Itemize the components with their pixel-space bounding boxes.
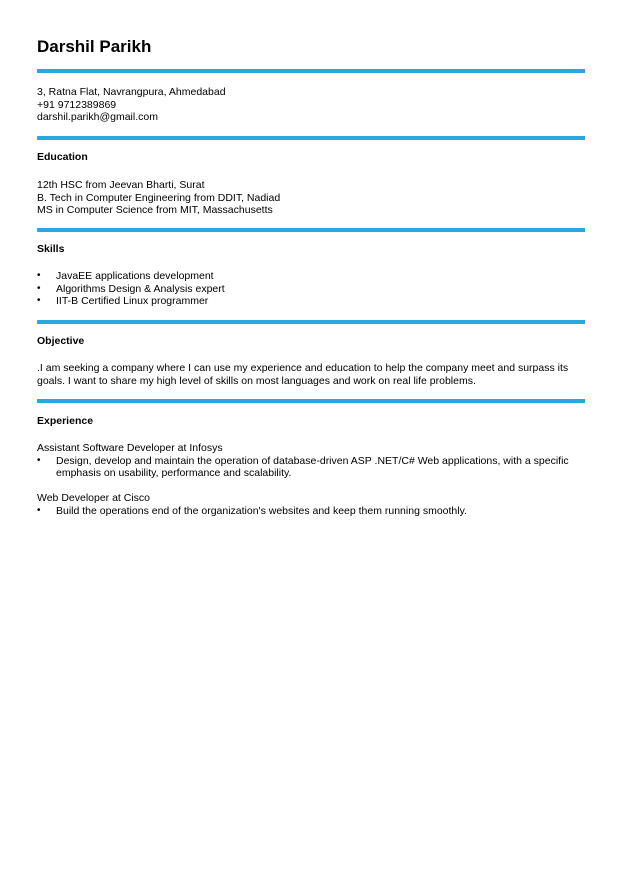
bullet-icon: • (37, 454, 41, 466)
section-divider (37, 69, 585, 73)
education-item: 12th HSC from Jeevan Bharti, Surat (37, 179, 205, 191)
bullet-icon: • (37, 295, 41, 307)
objective-text: .I am seeking a company where I can use my experience and education to help the company meet and surpass its goals. I want to share my high level of skills on most languages and work on real life problems. (37, 362, 569, 387)
skill-label: IIT-B Certified Linux programmer (56, 295, 209, 308)
education-item: B. Tech in Computer Engineering from DDIT, Nadiad (37, 191, 281, 204)
skill-item (37, 295, 585, 308)
job-point-text: Build the operations end of the organization's websites and keep them running smoothly. (56, 504, 467, 517)
section-divider (37, 136, 585, 140)
bullet-icon: • (37, 270, 41, 281)
education-heading: Education (37, 151, 88, 163)
section-divider (37, 228, 585, 232)
contact-phone: +91 9712389869 (37, 98, 117, 111)
skill-label: JavaEE applications development (56, 270, 214, 282)
skill-item (37, 283, 585, 296)
section-divider (37, 399, 585, 403)
contact-block (37, 86, 585, 124)
objective-block (37, 362, 583, 388)
job-title: Web Developer at Cisco (37, 492, 151, 504)
candidate-name: Darshil Parikh (37, 37, 152, 56)
experience-job (37, 492, 585, 517)
education-list (37, 179, 585, 217)
skills-heading: Skills (37, 243, 65, 255)
skills-list (37, 270, 585, 308)
section-divider (37, 320, 585, 324)
job-title: Assistant Software Developer at Infosys (37, 442, 223, 454)
bullet-icon: • (37, 504, 41, 516)
skill-item (37, 270, 585, 283)
job-point-text: Design, develop and maintain the operation of database-driven ASP .NET/C# Web applications, with a specific emphasis on usability, performance and scalability. (56, 454, 569, 480)
skill-label: Algorithms Design & Analysis expert (56, 282, 225, 295)
contact-email: darshil.parikh@gmail.com (37, 111, 158, 124)
job-point (37, 455, 585, 480)
education-item: MS in Computer Science from MIT, Massachusetts (37, 204, 273, 217)
experience-job (37, 442, 585, 480)
experience-heading: Experience (37, 415, 94, 427)
bullet-icon: • (37, 282, 41, 294)
objective-heading: Objective (37, 335, 85, 347)
job-point (37, 505, 585, 518)
contact-address: 3, Ratna Flat, Navrangpura, Ahmedabad (37, 86, 226, 98)
